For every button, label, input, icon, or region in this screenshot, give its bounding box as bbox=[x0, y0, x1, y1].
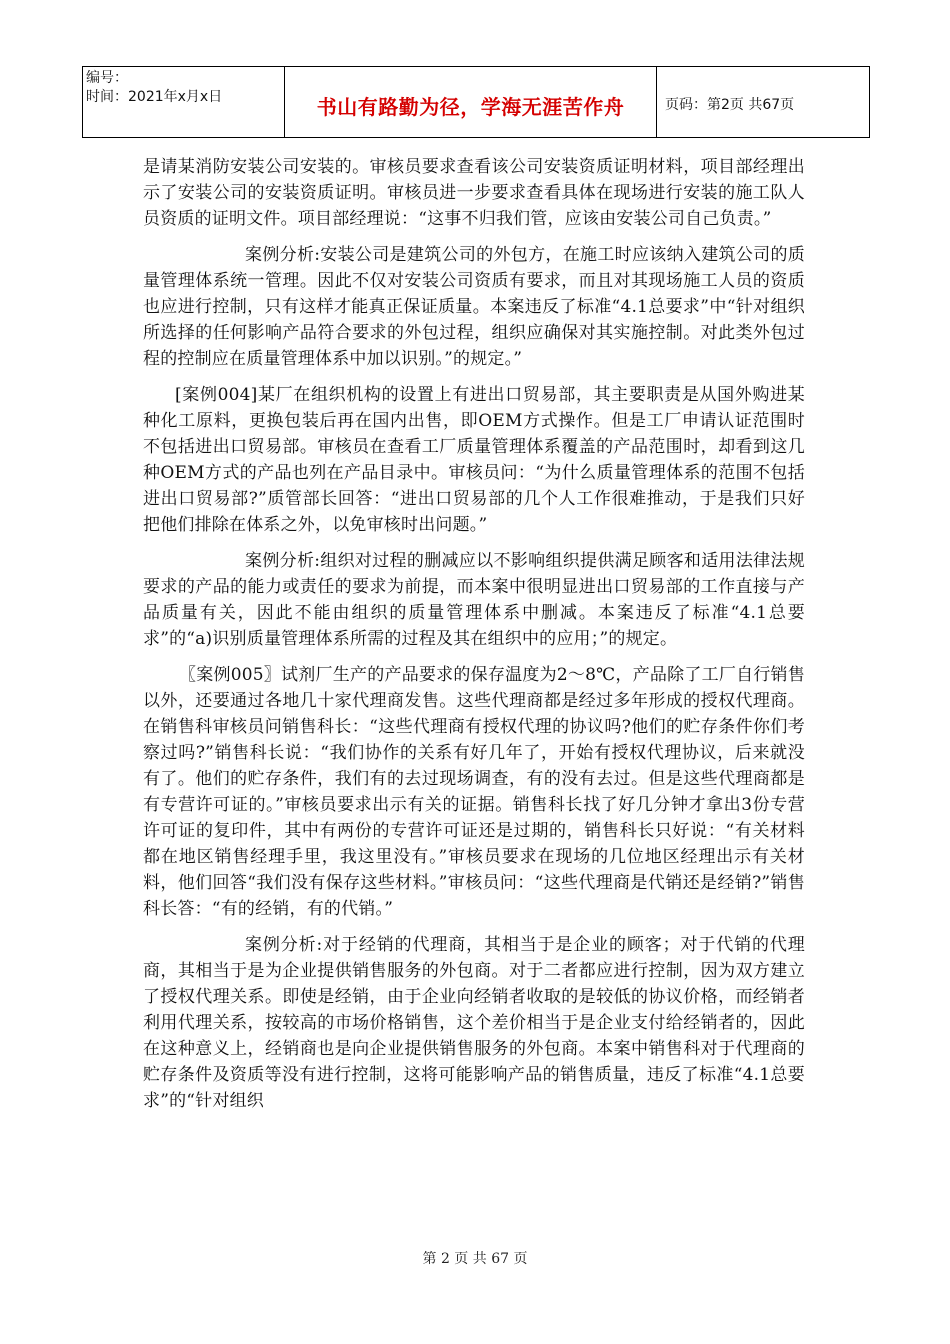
case-analysis-paragraph: 案例分析:组织对过程的删减应以不影响组织提供满足顾客和适用法律法规要求的产品的能力或责任的要求为前提，而本案中很明显进出口贸易部的工作直接与产品质量有关，因此不能由组织的质量管理体系中删减。本案违反了标准“4.1总要求”的“a)识别质量管理体系所需的过程及其在组织中的应用；”的规定。 bbox=[143, 551, 805, 649]
case-analysis-paragraph: 案例分析:对于经销的代理商，其相当于是企业的顾客；对于代销的代理商，其相当于是为企业提供销售服务的外包商。对于二者都应进行控制，因为双方建立了授权代理关系。即使是经销，由于企业向经销者收取的是较低的协议价格，而经销者利用代理关系，按较高的市场价格销售，这个差价相当于是企业支付给经销者的，因此在这种意义上，经销商也是向企业提供销售服务的外包商。本案中销售科对于代理商的贮存条件及资质等没有进行控制，这将可能影响产品的销售质量，违反了标准“4.1总要求”的“针对组织 bbox=[143, 935, 805, 1111]
document-number-label: 编号： bbox=[86, 70, 128, 86]
page-footer: 第 2 页 共 67 页 bbox=[422, 1251, 528, 1267]
header-page-code: 页码：第2页 共67页 bbox=[665, 97, 795, 113]
page-header bbox=[82, 66, 870, 138]
document-body bbox=[143, 154, 805, 1124]
header-meta-cell bbox=[83, 67, 285, 137]
header-motto: 书山有路勤为径，学海无涯苦作舟 bbox=[316, 94, 625, 119]
document-date-label: 时间：2021年x月x日 bbox=[86, 89, 223, 105]
case-004-paragraph: [案例004]某厂在组织机构的设置上有进出口贸易部，其主要职责是从国外购进某种化工原料，更换包装后再在国内出售，即OEM方式操作。但是工厂申请认证范围时不包括进出口贸易部。审核员在查看工厂质量管理体系覆盖的产品范围时，却看到这几种OEM方式的产品也列在产品目录中。审核员问：“为什么质量管理体系的范围不包括进出口贸易部?”质管部长回答：“进出口贸易部的几个人工作很难推动，于是我们只好把他们排除在体系之外，以免审核时出问题。” bbox=[143, 385, 805, 535]
header-page-cell bbox=[657, 67, 869, 137]
case-analysis-paragraph: 案例分析:安装公司是建筑公司的外包方，在施工时应该纳入建筑公司的质量管理体系统一管理。因此不仅对安装公司资质有要求，而且对其现场施工人员的资质也应进行控制，只有这样才能真正保证质量。本案违反了标准“4.1总要求”中“针对组织所选择的任何影响产品符合要求的外包过程，组织应确保对其实施控制。对此类外包过程的控制应在质量管理体系中加以识别。”的规定。” bbox=[143, 245, 805, 369]
body-paragraph: 是请某消防安装公司安装的。审核员要求查看该公司安装资质证明材料，项目部经理出示了安装公司的安装资质证明。审核员进一步要求查看具体在现场进行安装的施工队人员资质的证明文件。项目部经理说：“这事不归我们管，应该由安装公司自己负责。” bbox=[143, 157, 805, 229]
case-005-paragraph: 〖案例005〗试剂厂生产的产品要求的保存温度为2～8℃，产品除了工厂自行销售以外，还要通过各地几十家代理商发售。这些代理商都是经过多年形成的授权代理商。在销售科审核员问销售科长：“这些代理商有授权代理的协议吗?他们的贮存条件你们考察过吗?”销售科长说：“我们协作的关系有好几年了，开始有授权代理协议，后来就没有了。他们的贮存条件，我们有的去过现场调查，有的没有去过。但是这些代理商都是有专营许可证的。”审核员要求出示有关的证据。销售科长找了好几分钟才拿出3份专营许可证的复印件，其中有两份的专营许可证还是过期的，销售科长只好说：“有关材料都在地区销售经理手里，我这里没有。”审核员要求在现场的几位地区经理出示有关材料，他们回答“我们没有保存这些材料。”审核员问：“这些代理商是代销还是经销?”销售科长答：“有的经销，有的代销。” bbox=[143, 665, 805, 919]
header-motto-cell bbox=[285, 67, 657, 137]
